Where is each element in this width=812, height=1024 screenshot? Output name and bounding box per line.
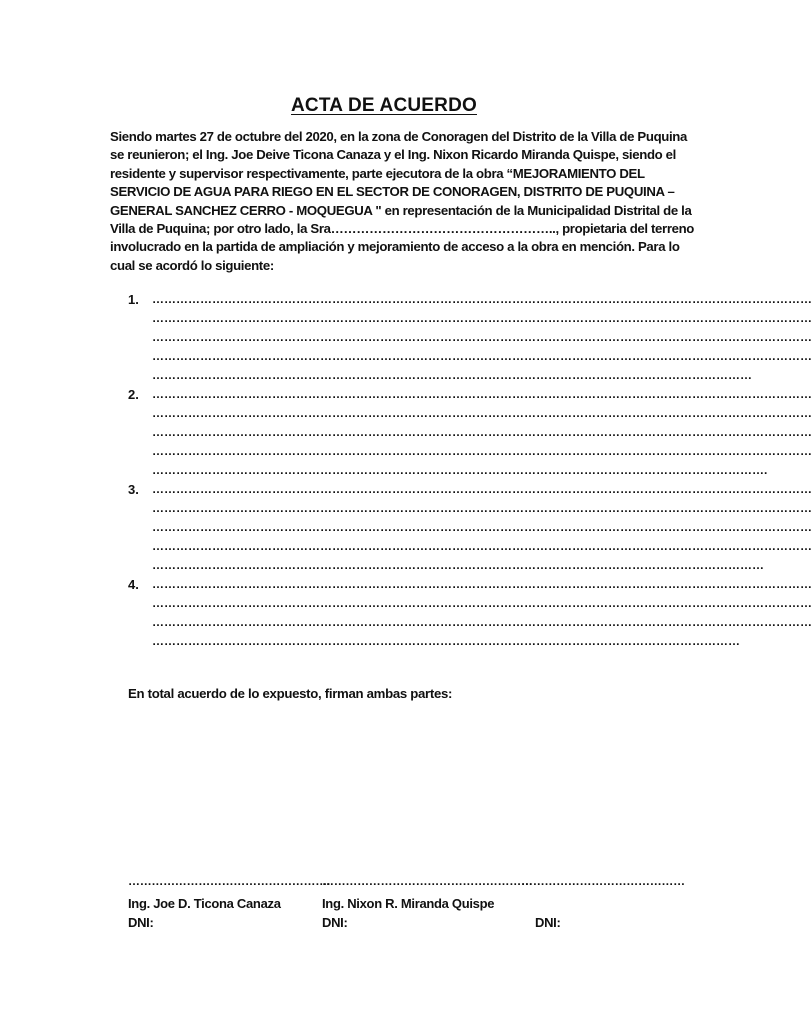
blank-line: …………………………………………………………………………………………………………………………………………………: [152, 615, 812, 629]
intro-line: Villa de Puquina; por otro lado, la Sra…………………………………………….., propietaria del terreno: [110, 221, 695, 237]
intro-line: GENERAL SANCHEZ CERRO - MOQUEGUA " en representación de la Municipalidad Distrital de la: [110, 202, 692, 218]
intro-line: involucrado en la partida de ampliación y mejoramiento de acceso a la obra en mención. Para lo: [110, 239, 680, 255]
agreement-number: 2.: [128, 387, 139, 402]
signer-name: Ing. Joe D. Ticona Canaza: [128, 896, 281, 911]
blank-line: …………………………………………………………………………………………………………………………………………………: [152, 425, 812, 439]
signature-line: …………………………………………….: [128, 874, 330, 888]
signer-dni: DNI:: [322, 915, 348, 930]
signer-name: Ing. Nixon R. Miranda Quispe: [322, 896, 495, 911]
agreements-list: [128, 290, 812, 651]
blank-line: …………………………………………………………………………………………………………………………………………………: [152, 482, 812, 496]
agreement-number: 1.: [128, 292, 139, 307]
intro-paragraph: [110, 128, 695, 275]
blank-line: …………………………………………………………………………………………………………………………………………………: [152, 520, 812, 534]
signer-dni: DNI:: [535, 915, 561, 930]
intro-line: se reunieron; el Ing. Joe Deive Ticona Canaza y el Ing. Nixon Ricardo Miranda Quispe, siendo el: [110, 147, 676, 163]
signature-block-2: [322, 872, 533, 932]
intro-line: cual se acordó lo siguiente:: [110, 257, 274, 273]
signature-line: ……………………………………: [521, 874, 685, 888]
signer-name: [521, 894, 685, 913]
agreement-item-1: [128, 290, 812, 385]
agreement-item-3: [128, 480, 812, 575]
blank-line: …………………………………………………………………………………………………………………………………………………: [152, 292, 812, 306]
intro-line: Siendo martes 27 de octubre del 2020, en la zona de Conoragen del Distrito de la Villa de Puquina: [110, 129, 687, 144]
closing-statement: En total acuerdo de lo expuesto, firman ambas partes:: [128, 686, 453, 701]
blank-line: …………………………………………………………………………………………………………………………………………………: [152, 406, 812, 420]
blank-line: …………………………………………………………………………………………………………………………………………………: [152, 501, 812, 515]
blank-line: …………………………………………………………………………………………………………………………………………………: [152, 577, 812, 591]
blank-line: …………………………………………………………………………………………………………………………………………………: [152, 349, 812, 363]
agreement-item-4: [128, 575, 812, 651]
intro-line: residente y supervisor respectivamente, parte ejecutora de la obra “MEJORAMIENTO DEL: [110, 165, 645, 181]
signer-dni: DNI:: [128, 915, 154, 930]
signature-block-3: [521, 872, 685, 932]
blank-line: …………………………………………………………………………………………………………………………………: [152, 634, 740, 648]
blank-line: …………………………………………………………………………………………………………………………………………………: [152, 311, 812, 325]
blank-line: ……………………………………………………………………………………………………………………………………….: [152, 463, 768, 477]
signature-line: ………………………………………………: [322, 874, 533, 888]
intro-line: SERVICIO DE AGUA PARA RIEGO EN EL SECTOR DE CONORAGEN, DISTRITO DE PUQUINA –: [110, 184, 675, 200]
blank-line: …………………………………………………………………………………………………………………………………………………: [152, 330, 812, 344]
agreement-item-2: [128, 385, 812, 480]
blank-line: …………………………………………………………………………………………………………………………………………………: [152, 444, 812, 458]
blank-line: …………………………………………………………………………………………………………………………………………………: [152, 387, 812, 401]
blank-line: …………………………………………………………………………………………………………………………………………………: [152, 539, 812, 553]
agreement-number: 3.: [128, 482, 139, 497]
agreement-number: 4.: [128, 577, 139, 592]
document-title: ACTA DE ACUERDO: [291, 95, 477, 116]
signature-block-1: [128, 872, 330, 932]
blank-line: ……………………………………………………………………………………………………………………………………: [152, 368, 752, 382]
blank-line: ………………………………………………………………………………………………………………………………………: [152, 558, 764, 572]
blank-line: …………………………………………………………………………………………………………………………………………………: [152, 596, 812, 610]
